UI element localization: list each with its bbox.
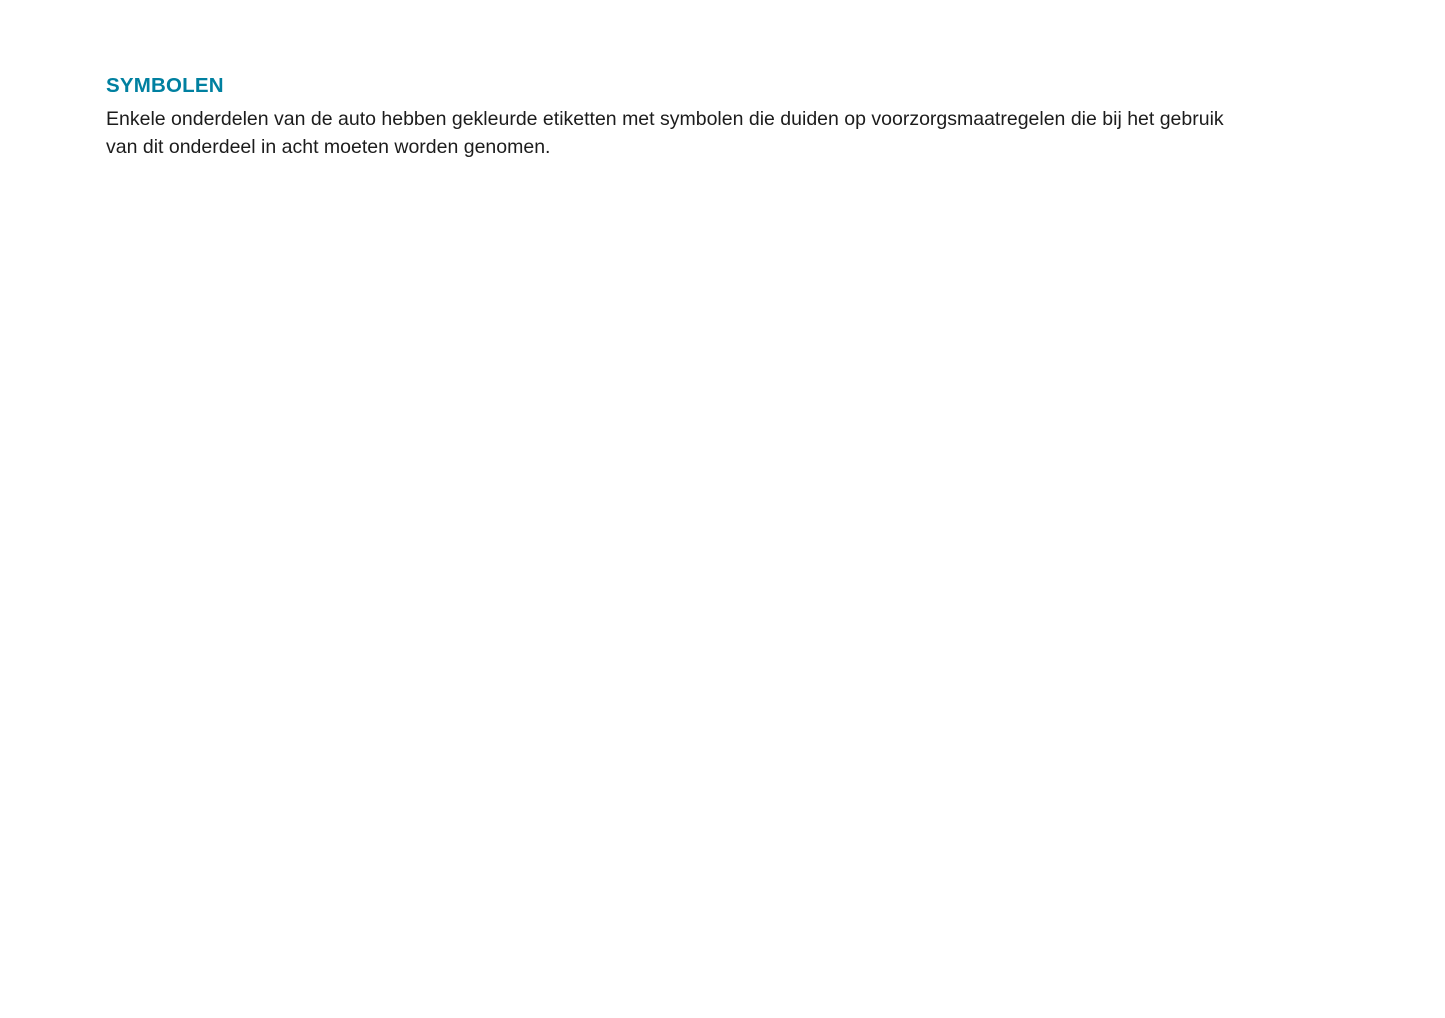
section-symbolen (106, 74, 1256, 162)
section-heading: SYMBOLEN (106, 74, 224, 97)
section-paragraph: Enkele onderdelen van de auto hebben gekleurde etiketten met symbolen die duiden op voorzorgsmaatregelen die bij het gebruik van dit onderdeel in acht moeten worden genomen. (106, 107, 1224, 159)
